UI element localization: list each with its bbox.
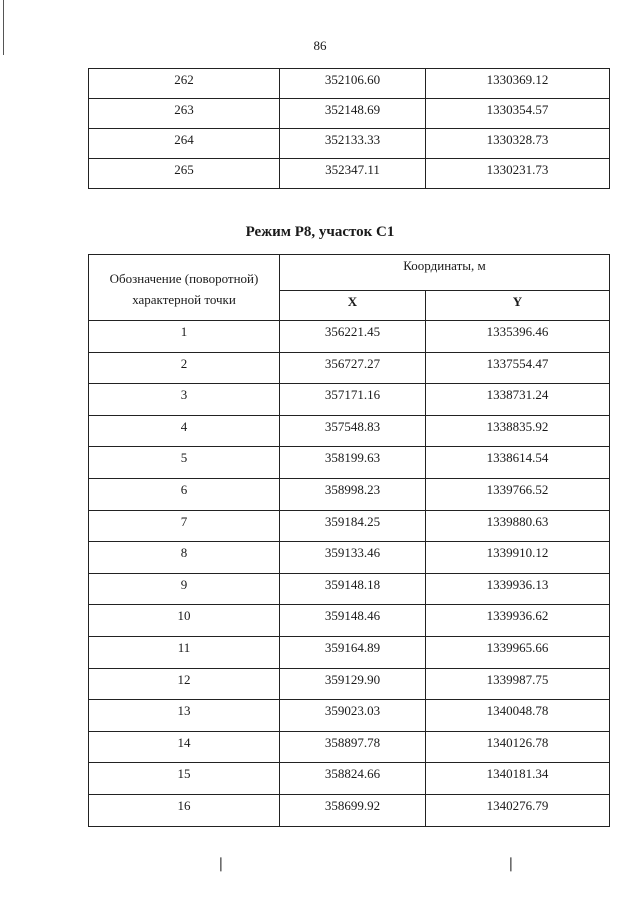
table-row (89, 99, 610, 129)
y-coordinate-cell: 1335396.46 (426, 321, 610, 353)
y-coordinate-cell: 1339880.63 (426, 510, 610, 542)
table-row (89, 352, 610, 384)
x-coordinate-cell: 358897.78 (280, 731, 426, 763)
table-row (89, 159, 610, 189)
y-coordinate-cell: 1330354.57 (426, 99, 610, 129)
point-number-cell: 13 (89, 700, 280, 732)
point-number-cell: 4 (89, 415, 280, 447)
scan-mark: ❘ (215, 857, 227, 872)
y-coordinate-cell: 1337554.47 (426, 352, 610, 384)
point-number-cell: 15 (89, 763, 280, 795)
x-coordinate-cell: 352133.33 (280, 129, 426, 159)
table-row (89, 415, 610, 447)
point-number-cell: 3 (89, 384, 280, 416)
continued-coordinates-table (88, 68, 610, 189)
table-row (89, 129, 610, 159)
table-row (89, 573, 610, 605)
y-coordinate-cell: 1340126.78 (426, 731, 610, 763)
point-number-cell: 12 (89, 668, 280, 700)
point-number-cell: 1 (89, 321, 280, 353)
y-coordinate-cell: 1340048.78 (426, 700, 610, 732)
scan-mark: ❘ (505, 857, 517, 872)
y-coordinate-cell: 1340181.34 (426, 763, 610, 795)
point-number-cell: 262 (89, 69, 280, 99)
table-row (89, 510, 610, 542)
x-coordinate-cell: 359164.89 (280, 636, 426, 668)
header-y: Y (426, 291, 610, 321)
x-coordinate-cell: 352148.69 (280, 99, 426, 129)
point-number-cell: 9 (89, 573, 280, 605)
point-number-cell: 11 (89, 636, 280, 668)
x-coordinate-cell: 359129.90 (280, 668, 426, 700)
header-coordinates: Координаты, м (280, 255, 610, 291)
coordinates-table (88, 254, 610, 827)
point-number-cell: 7 (89, 510, 280, 542)
x-coordinate-cell: 357548.83 (280, 415, 426, 447)
point-number-cell: 16 (89, 794, 280, 826)
x-coordinate-cell: 359148.46 (280, 605, 426, 637)
x-coordinate-cell: 358824.66 (280, 763, 426, 795)
y-coordinate-cell: 1339766.52 (426, 478, 610, 510)
x-coordinate-cell: 356221.45 (280, 321, 426, 353)
table-row (89, 478, 610, 510)
y-coordinate-cell: 1339910.12 (426, 542, 610, 574)
y-coordinate-cell: 1338835.92 (426, 415, 610, 447)
point-number-cell: 8 (89, 542, 280, 574)
point-number-cell: 264 (89, 129, 280, 159)
section-title: Режим Р8, участок С1 (245, 224, 395, 240)
table-row (89, 763, 610, 795)
table-row (89, 636, 610, 668)
y-coordinate-cell: 1330369.12 (426, 69, 610, 99)
header-designation: Обозначение (поворотной) характерной точки (89, 255, 280, 321)
point-number-cell: 2 (89, 352, 280, 384)
point-number-cell: 265 (89, 159, 280, 189)
y-coordinate-cell: 1339936.62 (426, 605, 610, 637)
y-coordinate-cell: 1340276.79 (426, 794, 610, 826)
x-coordinate-cell: 359148.18 (280, 573, 426, 605)
x-coordinate-cell: 359184.25 (280, 510, 426, 542)
x-coordinate-cell: 358699.92 (280, 794, 426, 826)
table-row (89, 794, 610, 826)
y-coordinate-cell: 1330328.73 (426, 129, 610, 159)
x-coordinate-cell: 359023.03 (280, 700, 426, 732)
table-row (89, 731, 610, 763)
y-coordinate-cell: 1339987.75 (426, 668, 610, 700)
y-coordinate-cell: 1338614.54 (426, 447, 610, 479)
x-coordinate-cell: 358199.63 (280, 447, 426, 479)
x-coordinate-cell: 357171.16 (280, 384, 426, 416)
table-row (89, 605, 610, 637)
point-number-cell: 6 (89, 478, 280, 510)
x-coordinate-cell: 358998.23 (280, 478, 426, 510)
table-row (89, 447, 610, 479)
x-coordinate-cell: 359133.46 (280, 542, 426, 574)
y-coordinate-cell: 1338731.24 (426, 384, 610, 416)
y-coordinate-cell: 1339965.66 (426, 636, 610, 668)
table-row (89, 321, 610, 353)
x-coordinate-cell: 356727.27 (280, 352, 426, 384)
y-coordinate-cell: 1339936.13 (426, 573, 610, 605)
table-row (89, 69, 610, 99)
point-number-cell: 263 (89, 99, 280, 129)
table-row (89, 700, 610, 732)
y-coordinate-cell: 1330231.73 (426, 159, 610, 189)
point-number-cell: 10 (89, 605, 280, 637)
x-coordinate-cell: 352347.11 (280, 159, 426, 189)
point-number-cell: 5 (89, 447, 280, 479)
header-x: X (280, 291, 426, 321)
x-coordinate-cell: 352106.60 (280, 69, 426, 99)
point-number-cell: 14 (89, 731, 280, 763)
table-row (89, 542, 610, 574)
page-number: 86 (313, 38, 327, 53)
table-row (89, 384, 610, 416)
table-row (89, 668, 610, 700)
